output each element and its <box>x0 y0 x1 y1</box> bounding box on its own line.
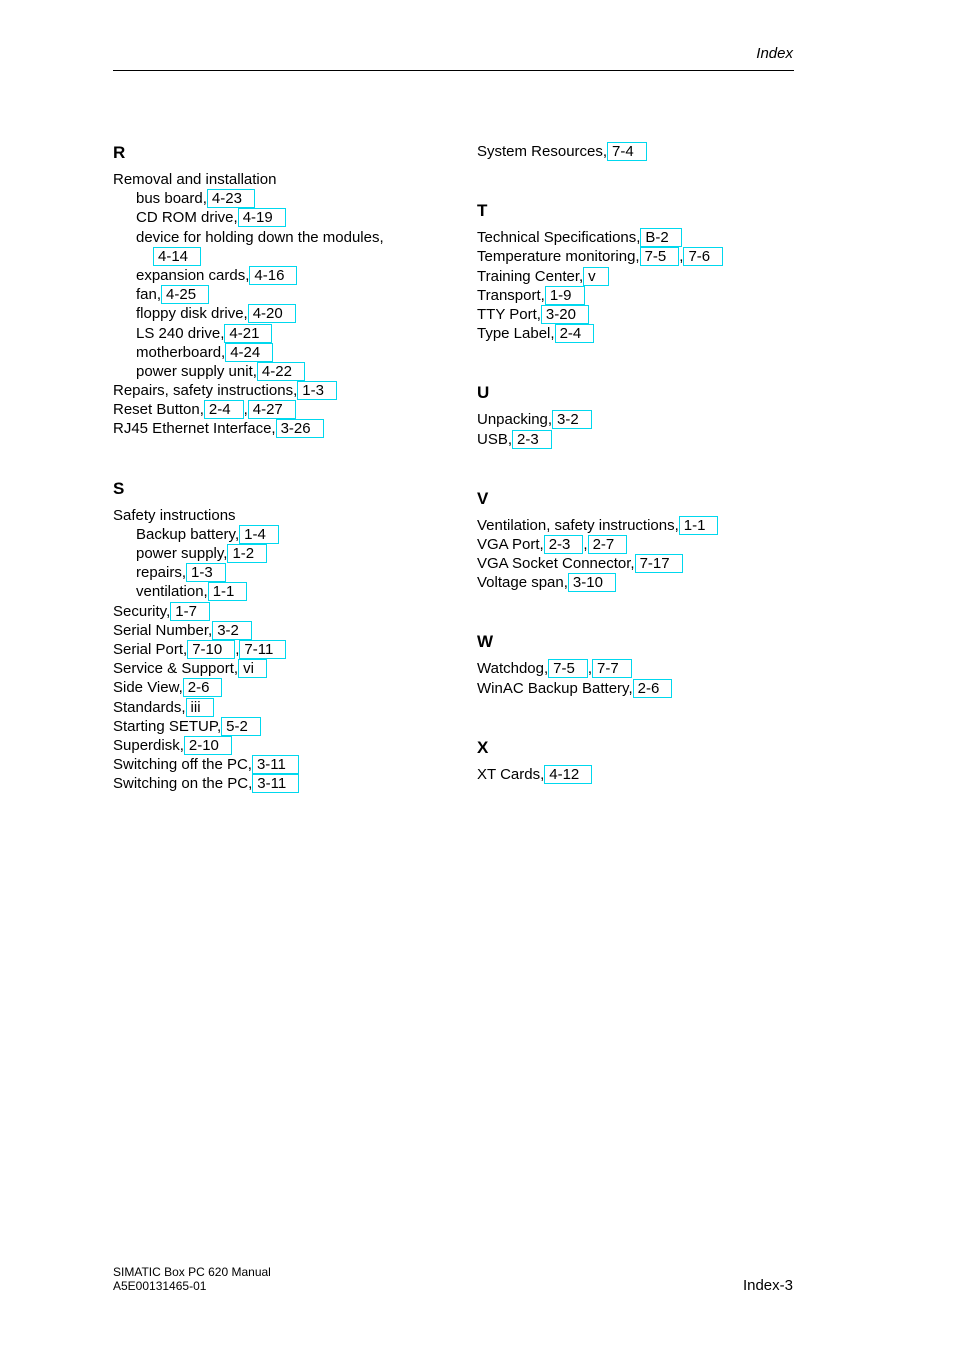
page-ref-link[interactable]: 7-17 <box>635 554 683 573</box>
index-entry <box>477 554 817 573</box>
page-ref-link[interactable]: 1-1 <box>679 516 719 535</box>
page-ref-link[interactable]: 7-5 <box>548 659 588 678</box>
entry-term: fan, <box>136 286 162 304</box>
page-ref-link[interactable]: 2-7 <box>588 535 628 554</box>
entry-term: Standards, <box>113 698 186 716</box>
order-number: A5E00131465-01 <box>113 1279 207 1293</box>
ref-separator: , <box>243 401 248 419</box>
entry-term: TTY Port, <box>477 305 541 323</box>
page-ref-link[interactable]: 3-10 <box>568 573 616 592</box>
entry-term: CD ROM drive, <box>136 209 238 227</box>
section-letter: R <box>113 143 126 162</box>
section-letter: X <box>477 737 489 757</box>
entry-term: repairs, <box>136 564 187 582</box>
index-entry <box>477 679 817 698</box>
page-ref-link[interactable]: 4-23 <box>207 189 255 208</box>
page-ref-link[interactable]: 4-24 <box>225 343 273 362</box>
entry-term: Unpacking, <box>477 411 553 429</box>
entry-term: ventilation, <box>136 583 208 601</box>
page-ref-link[interactable]: 2-3 <box>544 535 584 554</box>
index-entry <box>113 381 453 400</box>
page-ref-link[interactable]: B-2 <box>640 228 681 247</box>
section-letter: W <box>477 632 494 652</box>
entry-term: Starting SETUP, <box>113 717 222 735</box>
index-entry <box>113 285 453 304</box>
index-entry <box>477 659 817 678</box>
index-entry <box>113 698 453 717</box>
section-letter: U <box>477 383 490 403</box>
index-column-right <box>477 140 817 824</box>
page-ref-link[interactable]: 2-4 <box>555 324 595 343</box>
header-rule <box>113 70 794 71</box>
index-entry <box>113 400 453 419</box>
index-entry <box>477 573 817 592</box>
index-entry <box>113 247 453 266</box>
page-ref-link[interactable]: 7-11 <box>239 640 286 659</box>
page-ref-link[interactable]: 1-7 <box>170 602 210 621</box>
index-entry <box>113 755 453 774</box>
entry-term: RJ45 Ethernet Interface, <box>113 420 276 438</box>
entry-term: USB, <box>477 430 513 448</box>
page-ref-link[interactable]: iii <box>186 698 214 717</box>
index-entry <box>477 142 817 161</box>
index-entry <box>113 208 453 227</box>
manual-title: SIMATIC Box PC 620 Manual <box>113 1265 271 1279</box>
entry-term: System Resources, <box>477 143 608 160</box>
entry-term: floppy disk drive, <box>136 305 248 323</box>
entry-term: Switching on the PC, <box>113 775 253 793</box>
page-ref-link[interactable]: 3-2 <box>552 410 592 429</box>
ref-separator: , <box>235 640 240 658</box>
index-entry <box>477 305 817 324</box>
index-section-t <box>477 201 817 343</box>
page-ref-link[interactable]: v <box>583 267 609 286</box>
index-entry <box>113 228 453 247</box>
index-entry <box>113 582 453 601</box>
page-ref-link[interactable]: 4-21 <box>224 324 272 343</box>
page-ref-link[interactable]: 3-11 <box>252 774 299 793</box>
index-entry <box>477 516 817 535</box>
index-entry <box>113 266 453 285</box>
entry-term: Repairs, safety instructions, <box>113 382 298 400</box>
entry-term: motherboard, <box>136 343 226 361</box>
index-entry <box>113 506 453 525</box>
entry-term: Serial Number, <box>113 621 213 639</box>
page-ref-link[interactable]: 4-25 <box>161 285 209 304</box>
entry-term: Service & Support, <box>113 660 239 678</box>
page-ref-link[interactable]: 4-20 <box>248 304 296 323</box>
section-letter: T <box>477 201 488 221</box>
entry-term: device for holding down the modules, <box>136 228 384 246</box>
page-ref-link[interactable]: 7-5 <box>640 247 680 266</box>
index-entry <box>477 286 817 305</box>
entry-term: Voltage span, <box>477 574 568 592</box>
index-entry <box>477 228 817 247</box>
page-ref-link[interactable]: 2-10 <box>184 736 232 755</box>
page-ref-link[interactable]: 3-20 <box>541 305 589 324</box>
page-number: Index-3 <box>742 1277 793 1294</box>
index-section-x <box>477 738 817 784</box>
index-entry <box>113 419 453 438</box>
index-section-r <box>113 143 453 439</box>
entry-term: LS 240 drive, <box>136 324 225 342</box>
entry-term: power supply unit, <box>136 362 257 380</box>
index-entry <box>477 267 817 286</box>
page-ref-link[interactable]: 4-16 <box>249 266 297 285</box>
page-ref-link[interactable]: 7-4 <box>607 142 647 161</box>
entry-term: Transport, <box>477 286 545 304</box>
index-section-w <box>477 632 817 697</box>
header-title: Index <box>756 45 793 62</box>
index-entry <box>113 659 453 678</box>
page-ref-link[interactable]: 1-3 <box>186 563 226 582</box>
page-ref-link[interactable]: 1-9 <box>545 286 585 305</box>
index-section-v <box>477 489 817 593</box>
index-entry <box>113 170 453 189</box>
page-ref-link[interactable]: 7-6 <box>683 247 723 266</box>
index-section-cont <box>477 142 817 161</box>
page-ref-link[interactable]: 4-14 <box>153 247 201 266</box>
ref-separator: , <box>583 535 588 553</box>
index-column-left <box>113 140 453 833</box>
page-ref-link[interactable]: 1-2 <box>227 544 267 563</box>
index-entry <box>477 765 817 784</box>
entry-term: Type Label, <box>477 325 555 343</box>
page-ref-link[interactable]: 4-12 <box>544 765 592 784</box>
entry-term: Training Center, <box>477 267 584 285</box>
page-ref-link[interactable]: 2-3 <box>512 430 552 449</box>
entry-term: VGA Socket Connector, <box>477 555 635 573</box>
entry-term: bus board, <box>136 190 207 208</box>
index-section-u <box>477 383 817 448</box>
page-ref-link[interactable]: 4-19 <box>238 208 286 227</box>
index-entry <box>113 343 453 362</box>
entry-term: Superdisk, <box>113 736 184 754</box>
page-ref-link[interactable]: 7-7 <box>592 659 632 678</box>
entry-term: VGA Port, <box>477 535 544 553</box>
page-ref-link[interactable]: 1-3 <box>297 381 337 400</box>
page-ref-link[interactable]: 4-22 <box>257 362 305 381</box>
index-entry <box>113 602 453 621</box>
entry-term: XT Cards, <box>477 765 545 783</box>
page-ref-link[interactable]: 2-6 <box>183 678 223 697</box>
entry-term: WinAC Backup Battery, <box>477 679 633 697</box>
entry-term: Side View, <box>113 679 183 697</box>
page-ref-link[interactable]: 2-6 <box>633 679 673 698</box>
index-entry <box>113 544 453 563</box>
footer-left <box>113 1265 271 1293</box>
entry-term: Serial Port, <box>113 640 188 658</box>
entry-term: Removal and installation <box>113 171 277 188</box>
entry-term: Temperature monitoring, <box>477 248 640 266</box>
entry-term: Ventilation, safety instructions, <box>477 516 679 534</box>
ref-separator: , <box>679 248 684 266</box>
index-entry <box>113 563 453 582</box>
page-ref-link[interactable]: vi <box>238 659 267 678</box>
index-entry <box>477 410 817 429</box>
entry-term: Switching off the PC, <box>113 756 252 774</box>
page-ref-link[interactable]: 3-26 <box>276 419 324 438</box>
section-letter: S <box>113 478 125 498</box>
index-entry <box>113 736 453 755</box>
index-entry <box>113 304 453 323</box>
page-ref-link[interactable]: 1-4 <box>239 525 279 544</box>
page-ref-link[interactable]: 1-1 <box>208 582 248 601</box>
index-entry <box>113 189 453 208</box>
index-entry <box>113 640 453 659</box>
index-entry <box>113 525 453 544</box>
entry-term: expansion cards, <box>136 266 250 284</box>
page-ref-link[interactable]: 2-4 <box>204 400 244 419</box>
entry-term: Backup battery, <box>136 525 240 543</box>
index-section-s <box>113 479 453 794</box>
index-entry <box>113 774 453 793</box>
page-ref-link[interactable]: 5-2 <box>221 717 261 736</box>
entry-term: Technical Specifications, <box>477 229 641 247</box>
index-entry <box>477 247 817 266</box>
index-entry <box>477 535 817 554</box>
page-ref-link[interactable]: 4-27 <box>248 400 296 419</box>
page-ref-link[interactable]: 7-10 <box>187 640 235 659</box>
page-ref-link[interactable]: 3-2 <box>212 621 252 640</box>
section-letter: V <box>477 488 489 508</box>
page-ref-link[interactable]: 3-11 <box>252 755 299 774</box>
entry-term: power supply, <box>136 545 228 562</box>
index-entry <box>113 362 453 381</box>
entry-term: Security, <box>113 602 171 620</box>
index-entry <box>477 430 817 449</box>
entry-term: Reset Button, <box>113 401 204 419</box>
index-entry <box>113 678 453 697</box>
index-entry <box>477 324 817 343</box>
index-entry <box>113 324 453 343</box>
entry-term: Safety instructions <box>113 506 236 524</box>
ref-separator: , <box>587 660 593 678</box>
index-entry <box>113 621 453 640</box>
index-entry <box>113 717 453 736</box>
entry-term: Watchdog, <box>477 660 549 678</box>
